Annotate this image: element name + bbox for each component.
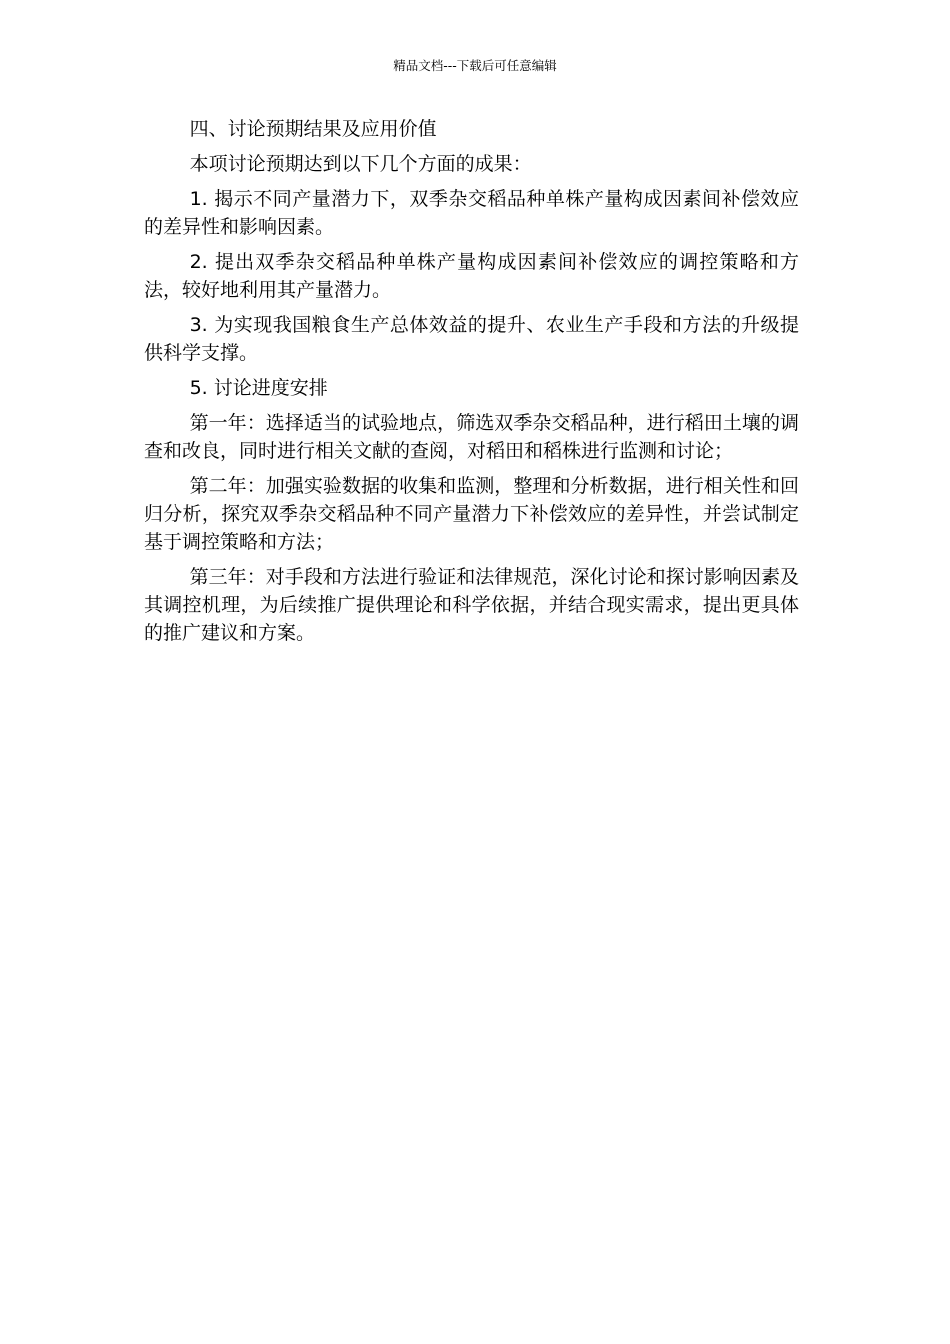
- section-heading: 四、讨论预期结果及应用价值: [189, 118, 437, 140]
- intro-paragraph: 本项讨论预期达到以下几个方面的成果：: [189, 153, 532, 175]
- result-item-3: 3. 为实现我国粮食生产总体效益的提升、农业生产手段和方法的升级提供科学支撑。: [144, 314, 799, 364]
- result-item-2: 2. 提出双季杂交稻品种单株产量构成因素间补偿效应的调控策略和方法，较好地利用其产量潜力。: [144, 251, 799, 301]
- document-body: [144, 115, 799, 654]
- schedule-year-1: 第一年：选择适当的试验地点，筛选双季杂交稻品种，进行稻田土壤的调查和改良，同时进行相关文献的查阅，对稻田和稻株进行监测和讨论；: [144, 412, 799, 462]
- schedule-heading: 5. 讨论进度安排: [189, 377, 328, 399]
- schedule-year-3: 第三年：对手段和方法进行验证和法律规范，深化讨论和探讨影响因素及其调控机理，为后续推广提供理论和科学依据，并结合现实需求，提出更具体的推广建议和方案。: [144, 566, 799, 644]
- schedule-year-2: 第二年：加强实验数据的收集和监测，整理和分析数据，进行相关性和回归分析，探究双季杂交稻品种不同产量潜力下补偿效应的差异性，并尝试制定基于调控策略和方法；: [144, 475, 799, 553]
- page-header: 精品文档---下载后可任意编辑: [393, 58, 557, 73]
- result-item-1: 1. 揭示不同产量潜力下，双季杂交稻品种单株产量构成因素间补偿效应的差异性和影响因素。: [144, 188, 799, 238]
